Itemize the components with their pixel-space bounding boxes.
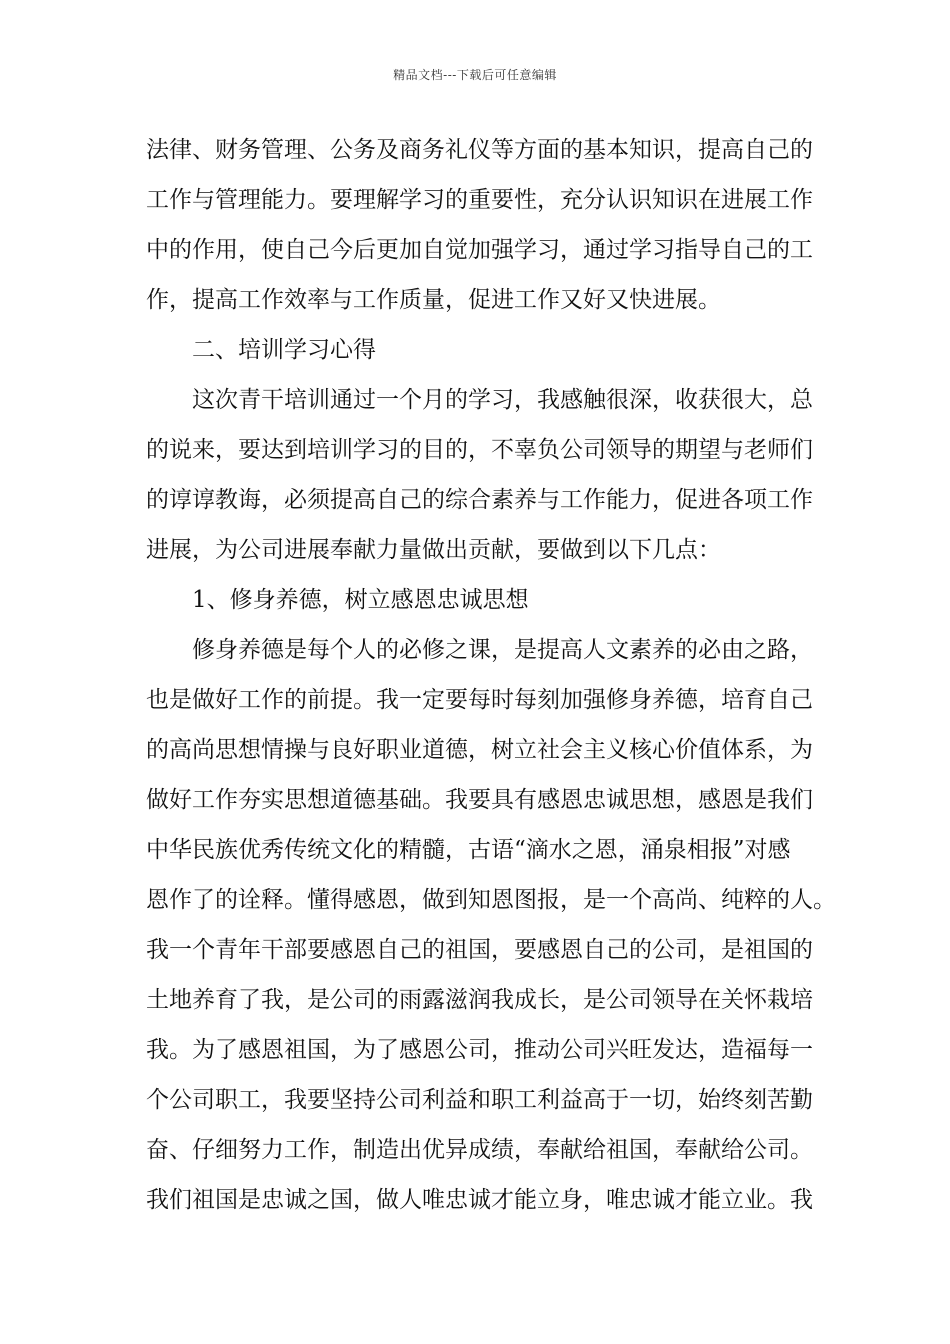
text-line: 作，提高工作效率与工作质量，促进工作又好又快进展。	[146, 287, 721, 313]
text-line: 土地养育了我，是公司的雨露滋润我成长，是公司领导在关怀栽培	[146, 987, 813, 1013]
text-line: 的谆谆教诲，必须提高自己的综合素养与工作能力，促进各项工作	[146, 487, 813, 513]
text-line: 我一个青年干部要感恩自己的祖国，要感恩自己的公司，是祖国的	[146, 937, 813, 963]
text-line: 进展，为公司进展奉献力量做出贡献，要做到以下几点：	[146, 537, 721, 563]
paragraph-first-line: 修身养德是每个人的必修之课，是提高人文素养的必由之路，	[192, 637, 813, 663]
text-line: 我们祖国是忠诚之国，做人唯忠诚才能立身，唯忠诚才能立业。我	[146, 1187, 813, 1213]
subsection-heading: 1、修身养德，树立感恩忠诚思想	[192, 587, 529, 613]
page-header: 精品文档---下载后可任意编辑	[393, 68, 557, 82]
text-line: 法律、财务管理、公务及商务礼仪等方面的基本知识，提高自己的	[146, 137, 813, 163]
text-line: 做好工作夯实思想道德基础。我要具有感恩忠诚思想，感恩是我们	[146, 787, 813, 813]
text-line: 的高尚思想情操与良好职业道德，树立社会主义核心价值体系，为	[146, 737, 813, 763]
text-line: 恩作了的诠释。懂得感恩，做到知恩图报，是一个高尚、纯粹的人。	[146, 887, 836, 913]
text-line: 中华民族优秀传统文化的精髓，古语“滴水之恩，涌泉相报”对感	[146, 837, 791, 863]
section-heading: 二、培训学习心得	[192, 337, 376, 363]
text-line: 的说来，要达到培训学习的目的，不辜负公司领导的期望与老师们	[146, 437, 813, 463]
text-line: 也是做好工作的前提。我一定要每时每刻加强修身养德，培育自己	[146, 687, 813, 713]
paragraph-first-line: 这次青干培训通过一个月的学习，我感触很深，收获很大，总	[192, 387, 813, 413]
text-line: 中的作用，使自己今后更加自觉加强学习，通过学习指导自己的工	[146, 237, 813, 263]
text-line: 奋、仔细努力工作，制造出优异成绩，奉献给祖国，奉献给公司。	[146, 1137, 813, 1163]
text-line: 我。为了感恩祖国，为了感恩公司，推动公司兴旺发达，造福每一	[146, 1037, 813, 1063]
text-line: 工作与管理能力。要理解学习的重要性，充分认识知识在进展工作	[146, 187, 813, 213]
text-line: 个公司职工，我要坚持公司利益和职工利益高于一切，始终刻苦勤	[146, 1087, 813, 1113]
